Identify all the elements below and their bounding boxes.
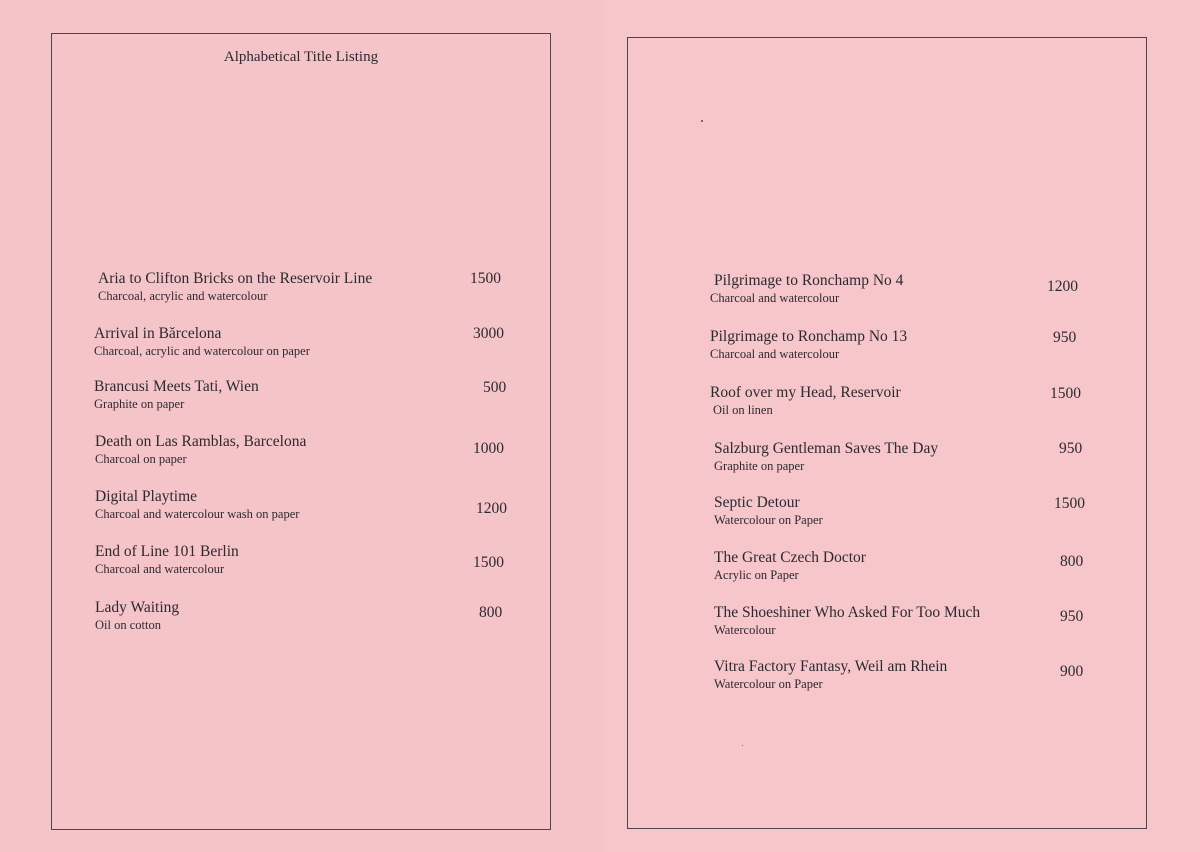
artwork-title: The Great Czech Doctor: [714, 549, 866, 566]
artwork-price: 1200: [1047, 278, 1078, 295]
artwork-medium: Graphite on paper: [94, 397, 185, 411]
artwork-title: Pilgrimage to Ronchamp No 13: [710, 328, 908, 345]
list-item: [714, 440, 938, 474]
price-cell: [1054, 495, 1085, 513]
left-listing-panel: [51, 33, 551, 830]
price-cell: [473, 325, 504, 343]
artwork-medium: Charcoal and watercolour: [710, 291, 840, 305]
artwork-price: 800: [1060, 553, 1084, 570]
list-item: [714, 549, 866, 583]
price-cell: [473, 554, 504, 572]
price-cell: [1060, 663, 1083, 681]
artwork-medium: Charcoal, acrylic and watercolour on paper: [94, 344, 310, 358]
list-item: [714, 604, 980, 638]
price-cell: [1059, 440, 1082, 458]
paper-speck: [701, 120, 703, 122]
artwork-medium: Charcoal and watercolour wash on paper: [95, 507, 300, 521]
artwork-price: 500: [483, 379, 507, 396]
artwork-medium: Oil on cotton: [95, 618, 161, 632]
list-item: [95, 543, 239, 577]
artwork-price: 950: [1053, 329, 1077, 346]
artwork-title: Lady Waiting: [95, 599, 180, 616]
artwork-medium: Charcoal and watercolour: [95, 562, 225, 576]
artwork-medium: Watercolour: [714, 623, 776, 637]
price-cell: [479, 604, 502, 622]
price-cell: [476, 500, 507, 518]
artwork-title: Vitra Factory Fantasy, Weil am Rhein: [714, 658, 948, 675]
artwork-title: Death on Las Ramblas, Barcelona: [95, 433, 307, 450]
artwork-price: 1200: [476, 500, 507, 517]
artwork-price: 1500: [1050, 385, 1081, 402]
list-item: [94, 325, 310, 359]
artwork-medium: Watercolour on Paper: [714, 677, 823, 691]
artwork-title: Roof over my Head, Reservoir: [710, 384, 901, 401]
artwork-price: 1500: [470, 270, 501, 287]
artwork-title: Pilgrimage to Ronchamp No 4: [714, 272, 904, 289]
list-item: [98, 270, 372, 304]
artwork-price: 950: [1059, 440, 1083, 457]
price-cell: [1047, 278, 1078, 296]
artwork-medium: Charcoal on paper: [95, 452, 187, 466]
artwork-title: Brancusi Meets Tati, Wien: [94, 378, 259, 395]
artwork-title: End of Line 101 Berlin: [95, 543, 239, 560]
price-cell: [1060, 553, 1083, 571]
artwork-title: Septic Detour: [714, 494, 800, 511]
list-item: [95, 433, 306, 467]
price-cell: [1060, 608, 1083, 626]
artwork-price: 900: [1060, 663, 1084, 680]
price-cell: [473, 440, 504, 458]
list-item: [95, 488, 299, 522]
artwork-price: 950: [1060, 608, 1084, 625]
list-item: [714, 494, 823, 528]
artwork-medium: Acrylic on Paper: [714, 568, 799, 582]
artwork-title: Arrival in Bărcelona: [94, 325, 222, 342]
artwork-price: 1500: [473, 554, 504, 571]
artwork-title: Salzburg Gentleman Saves The Day: [714, 440, 939, 457]
artwork-price: 3000: [473, 325, 504, 342]
list-item: [710, 384, 901, 418]
listing-heading: Alphabetical Title Listing: [223, 49, 379, 65]
list-item: [94, 378, 259, 412]
list-item: [95, 599, 179, 633]
artwork-price: 800: [479, 604, 503, 621]
artwork-title: Digital Playtime: [95, 488, 198, 505]
list-item: [710, 272, 904, 306]
artwork-medium: Charcoal, acrylic and watercolour: [98, 289, 268, 303]
artwork-price: 1500: [1054, 495, 1085, 512]
price-cell: [470, 270, 501, 288]
artwork-medium: Charcoal and watercolour: [710, 347, 840, 361]
list-item: [710, 328, 907, 362]
page-fold: [598, 0, 602, 852]
artwork-title: The Shoeshiner Who Asked For Too Much: [714, 604, 981, 621]
artwork-medium: Graphite on paper: [714, 459, 805, 473]
artwork-medium: Oil on linen: [713, 403, 773, 417]
paper-speck: [742, 745, 743, 746]
price-cell: [1050, 385, 1081, 403]
price-cell: [483, 379, 506, 397]
price-cell: [1053, 329, 1076, 347]
list-item: [714, 658, 947, 692]
artwork-title: Aria to Clifton Bricks on the Reservoir Line: [98, 270, 373, 287]
artwork-medium: Watercolour on Paper: [714, 513, 823, 527]
artwork-price: 1000: [473, 440, 504, 457]
right-listing-panel: [627, 37, 1147, 829]
